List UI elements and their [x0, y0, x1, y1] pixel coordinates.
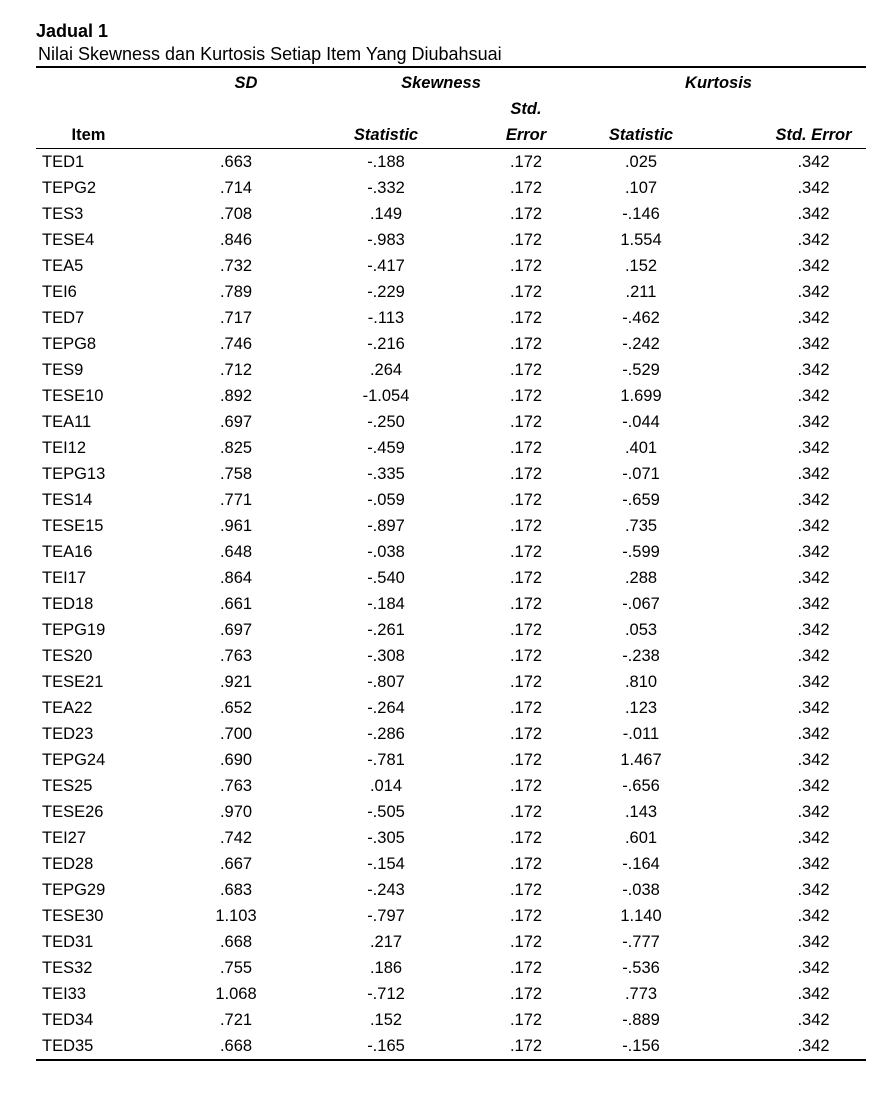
kurtosis-statistic-cell: .143 [624, 803, 658, 821]
header-kurtosis-statistic: Statistic [571, 122, 701, 149]
kurtosis-std-error-cell: .342 [797, 231, 830, 249]
item-cell: TES3 [42, 205, 84, 223]
item-cell: TES9 [42, 361, 84, 379]
table-row [36, 825, 866, 851]
skewness-statistic-cell: .149 [369, 205, 403, 223]
kurtosis-std-error-cell: .342 [797, 465, 830, 483]
skewness-statistic-cell: -.983 [367, 231, 405, 249]
sd-cell: .714 [219, 179, 253, 197]
skewness-statistic-cell: -.286 [367, 725, 405, 743]
skewness-statistic-cell: -.505 [367, 803, 405, 821]
header-kurtosis: Kurtosis [571, 67, 866, 96]
skewness-statistic-cell: -.154 [367, 855, 405, 873]
skewness-statistic-cell: -.540 [367, 569, 405, 587]
table-row [36, 513, 866, 539]
skewness-statistic-cell: -.113 [367, 309, 405, 327]
item-cell: TEPG13 [42, 465, 106, 483]
table-row [36, 669, 866, 695]
skewness-statistic-cell: -.305 [367, 829, 405, 847]
sd-cell: .690 [219, 751, 253, 769]
sd-cell: .721 [219, 1011, 253, 1029]
item-cell: TED7 [42, 309, 85, 327]
kurtosis-std-error-cell: .342 [797, 777, 830, 795]
skewness-std-error-cell: .172 [509, 179, 543, 197]
table-row [36, 383, 866, 409]
kurtosis-statistic-cell: .601 [624, 829, 658, 847]
table-row [36, 1007, 866, 1033]
kurtosis-statistic-cell: -.777 [622, 933, 660, 951]
skewness-std-error-cell: .172 [509, 881, 543, 899]
table-row [36, 903, 866, 929]
skewness-std-error-cell: .172 [509, 673, 543, 691]
sd-cell: .763 [219, 777, 253, 795]
skewness-statistic-cell: -.059 [367, 491, 405, 509]
skewness-std-error-cell: .172 [509, 517, 543, 535]
kurtosis-statistic-cell: .025 [624, 153, 658, 171]
kurtosis-std-error-cell: .342 [797, 205, 830, 223]
skewness-std-error-cell: .172 [509, 959, 543, 977]
kurtosis-statistic-cell: -.462 [622, 309, 660, 327]
header-kurtosis-std-error: Std. Error [701, 122, 866, 149]
sd-cell: .652 [219, 699, 253, 717]
kurtosis-statistic-cell: -.536 [622, 959, 660, 977]
skewness-std-error-cell: .172 [509, 595, 543, 613]
kurtosis-statistic-cell: .211 [625, 283, 657, 301]
table-row [36, 643, 866, 669]
sd-cell: 1.103 [215, 907, 257, 925]
skewness-std-error-cell: .172 [509, 569, 543, 587]
table-row [36, 799, 866, 825]
skewness-statistic-cell: -.335 [367, 465, 405, 483]
table-row [36, 695, 866, 721]
skewness-statistic-cell: -.781 [367, 751, 405, 769]
table-row [36, 981, 866, 1007]
item-cell: TEPG24 [42, 751, 106, 769]
table-row [36, 747, 866, 773]
table-row [36, 331, 866, 357]
skewness-std-error-cell: .172 [509, 907, 543, 925]
sd-cell: .717 [219, 309, 253, 327]
skewness-statistic-cell: -.250 [367, 413, 405, 431]
sd-cell: .697 [219, 621, 253, 639]
sd-cell: .771 [219, 491, 253, 509]
sd-cell: .846 [219, 231, 253, 249]
skewness-std-error-cell: .172 [509, 621, 543, 639]
table-row [36, 721, 866, 747]
sd-cell: .648 [219, 543, 253, 561]
header-sd: SD [141, 67, 271, 96]
sd-cell: .708 [219, 205, 253, 223]
table-row [36, 773, 866, 799]
kurtosis-std-error-cell: .342 [797, 153, 830, 171]
skewness-statistic-cell: -.184 [367, 595, 405, 613]
kurtosis-statistic-cell: -.659 [622, 491, 660, 509]
sd-cell: .921 [219, 673, 253, 691]
kurtosis-statistic-cell: -.071 [622, 465, 660, 483]
table-title: Jadual 1 [36, 21, 109, 41]
kurtosis-std-error-cell: .342 [797, 543, 830, 561]
table-header [36, 67, 866, 149]
kurtosis-statistic-cell: .735 [624, 517, 658, 535]
table-row [36, 539, 866, 565]
kurtosis-std-error-cell: .342 [797, 283, 830, 301]
table-row [36, 149, 866, 176]
kurtosis-std-error-cell: .342 [797, 647, 830, 665]
skewness-statistic-cell: -.897 [367, 517, 405, 535]
table-row [36, 1033, 866, 1060]
table-row [36, 305, 866, 331]
header-skewness-statistic: Statistic [271, 122, 461, 149]
table-row [36, 357, 866, 383]
kurtosis-statistic-cell: -.599 [622, 543, 660, 561]
document [36, 20, 866, 1061]
table-row [36, 487, 866, 513]
kurtosis-std-error-cell: .342 [797, 881, 830, 899]
skewness-statistic-cell: -.188 [367, 153, 405, 171]
sd-cell: .892 [219, 387, 253, 405]
item-cell: TED18 [42, 595, 94, 613]
header-skewness: Skewness [271, 67, 571, 96]
skewness-statistic-cell: -.264 [367, 699, 405, 717]
kurtosis-statistic-cell: -.238 [622, 647, 660, 665]
item-cell: TEPG8 [42, 335, 97, 353]
kurtosis-std-error-cell: .342 [797, 725, 830, 743]
sd-cell: .697 [219, 413, 253, 431]
kurtosis-std-error-cell: .342 [797, 673, 830, 691]
sd-cell: .746 [219, 335, 253, 353]
table-row [36, 279, 866, 305]
skewness-std-error-cell: .172 [509, 985, 543, 1003]
skewness-std-error-cell: .172 [509, 231, 543, 249]
table-row [36, 253, 866, 279]
item-cell: TEPG2 [42, 179, 97, 197]
kurtosis-std-error-cell: .342 [797, 803, 830, 821]
table-row [36, 955, 866, 981]
kurtosis-statistic-cell: -.156 [571, 1033, 701, 1060]
kurtosis-statistic-cell: .773 [624, 985, 658, 1003]
kurtosis-statistic-cell: -.529 [622, 361, 660, 379]
kurtosis-statistic-cell: .123 [624, 699, 658, 717]
skewness-std-error-cell: .172 [509, 855, 543, 873]
item-cell: TEPG19 [42, 621, 106, 639]
kurtosis-statistic-cell: .288 [624, 569, 658, 587]
table-row [36, 175, 866, 201]
kurtosis-std-error-cell: .342 [797, 751, 830, 769]
kurtosis-statistic-cell: -.044 [622, 413, 660, 431]
item-cell: TEI17 [42, 569, 87, 587]
skewness-statistic-cell: -.459 [367, 439, 405, 457]
sd-cell: .789 [219, 283, 253, 301]
skewness-std-error-cell: .172 [509, 777, 543, 795]
kurtosis-statistic-cell: -.164 [622, 855, 660, 873]
skewness-std-error-cell: .172 [509, 647, 543, 665]
skewness-std-error-cell: .172 [509, 829, 543, 847]
skewness-statistic-cell: -.332 [367, 179, 405, 197]
skewness-std-error-cell: .172 [509, 283, 543, 301]
kurtosis-std-error-cell: .342 [797, 361, 830, 379]
skewness-std-error-cell: .172 [509, 413, 543, 431]
skewness-statistic-cell: -.807 [367, 673, 405, 691]
skewness-std-error-cell: .172 [509, 491, 543, 509]
sd-cell: .663 [219, 153, 253, 171]
item-cell: TEPG29 [42, 881, 106, 899]
skewness-std-error-cell: .172 [509, 699, 543, 717]
skewness-std-error-cell: .172 [461, 1033, 571, 1060]
skewness-statistic-cell: .186 [369, 959, 403, 977]
kurtosis-statistic-cell: -.656 [622, 777, 660, 795]
skewness-statistic-cell: .014 [369, 777, 403, 795]
sd-cell: .668 [219, 933, 253, 951]
kurtosis-statistic-cell: -.146 [622, 205, 660, 223]
sd-cell: .758 [219, 465, 253, 483]
kurtosis-std-error-cell: .342 [797, 907, 830, 925]
sd-cell: .732 [219, 257, 253, 275]
sd-cell: .683 [219, 881, 253, 899]
skewness-std-error-cell: .172 [509, 257, 543, 275]
kurtosis-std-error-cell: .342 [797, 439, 830, 457]
skewness-statistic-cell: -.712 [367, 985, 405, 1003]
skewness-statistic-cell: -.229 [367, 283, 405, 301]
item-cell: TESE30 [42, 907, 104, 925]
skewness-statistic-cell: .264 [369, 361, 403, 379]
skewness-std-error-cell: .172 [509, 153, 543, 171]
kurtosis-std-error-cell: .342 [797, 179, 830, 197]
item-cell: TESE10 [42, 387, 104, 405]
table-row [36, 591, 866, 617]
kurtosis-statistic-cell: -.038 [622, 881, 660, 899]
header-skewness-error: Error [461, 122, 571, 149]
kurtosis-statistic-cell: -.889 [622, 1011, 660, 1029]
kurtosis-std-error-cell: .342 [797, 933, 830, 951]
item-cell: TEA22 [42, 699, 93, 717]
sd-cell: .763 [219, 647, 253, 665]
sd-cell: .825 [219, 439, 253, 457]
kurtosis-std-error-cell: .342 [797, 309, 830, 327]
table-row [36, 227, 866, 253]
item-cell: TEA11 [42, 413, 92, 431]
item-cell: TES20 [42, 647, 93, 665]
item-cell: TED23 [42, 725, 94, 743]
skewness-std-error-cell: .172 [509, 439, 543, 457]
skewness-std-error-cell: .172 [509, 751, 543, 769]
sd-cell: 1.068 [215, 985, 257, 1003]
kurtosis-std-error-cell: .342 [797, 985, 830, 1003]
table-row [36, 877, 866, 903]
sd-cell: .712 [219, 361, 253, 379]
skewness-statistic-cell: -.038 [367, 543, 405, 561]
kurtosis-statistic-cell: .107 [624, 179, 658, 197]
item-cell: TES25 [42, 777, 93, 795]
skewness-std-error-cell: .172 [509, 933, 543, 951]
skewness-statistic-cell: -.261 [367, 621, 405, 639]
kurtosis-std-error-cell: .342 [797, 257, 830, 275]
skewness-std-error-cell: .172 [509, 387, 543, 405]
kurtosis-std-error-cell: .342 [797, 855, 830, 873]
header-std-dot: Std. [510, 100, 542, 118]
table-row [36, 409, 866, 435]
item-cell: TEI12 [42, 439, 87, 457]
item-cell: TEA16 [42, 543, 93, 561]
table-body [36, 149, 866, 1061]
sd-cell: .700 [219, 725, 253, 743]
kurtosis-statistic-cell: .401 [624, 439, 658, 457]
sd-cell: .661 [219, 595, 253, 613]
table-row [36, 565, 866, 591]
skewness-statistic-cell: .152 [369, 1011, 403, 1029]
kurtosis-statistic-cell: 1.140 [620, 907, 662, 925]
kurtosis-std-error-cell: .342 [797, 829, 830, 847]
item-cell: TEI33 [42, 985, 87, 1003]
sd-cell: .755 [219, 959, 253, 977]
skewness-std-error-cell: .172 [509, 335, 543, 353]
skewness-statistic-cell: -.216 [367, 335, 405, 353]
kurtosis-std-error-cell: .342 [797, 621, 830, 639]
skewness-statistic-cell: -.308 [367, 647, 405, 665]
sd-cell: .742 [219, 829, 253, 847]
header-item: Item [36, 122, 141, 149]
skewness-std-error-cell: .172 [509, 361, 543, 379]
kurtosis-statistic-cell: 1.467 [620, 751, 662, 769]
kurtosis-statistic-cell: -.011 [622, 725, 660, 743]
kurtosis-std-error-cell: .342 [701, 1033, 866, 1060]
kurtosis-statistic-cell: .810 [624, 673, 658, 691]
skewness-std-error-cell: .172 [509, 465, 543, 483]
table-row [36, 617, 866, 643]
skewness-std-error-cell: .172 [509, 309, 543, 327]
kurtosis-std-error-cell: .342 [797, 959, 830, 977]
kurtosis-statistic-cell: 1.554 [620, 231, 662, 249]
skewness-statistic-cell: -.797 [367, 907, 405, 925]
kurtosis-statistic-cell: -.242 [622, 335, 660, 353]
skewness-std-error-cell: .172 [509, 205, 543, 223]
skewness-statistic-cell: -.243 [367, 881, 405, 899]
item-cell: TED31 [42, 933, 94, 951]
skewness-std-error-cell: .172 [509, 1011, 543, 1029]
item-cell: TED1 [42, 153, 85, 171]
kurtosis-std-error-cell: .342 [797, 1011, 830, 1029]
item-cell: TES14 [42, 491, 93, 509]
table-row [36, 201, 866, 227]
item-cell: TEI6 [42, 283, 77, 301]
skewness-statistic-cell: .217 [369, 933, 403, 951]
item-cell: TESE15 [42, 517, 104, 535]
item-cell: TES32 [42, 959, 93, 977]
item-cell: TESE4 [42, 231, 95, 249]
skewness-std-error-cell: .172 [509, 543, 543, 561]
statistics-table [36, 66, 866, 1061]
skewness-statistic-cell: -.165 [271, 1033, 461, 1060]
kurtosis-std-error-cell: .342 [797, 595, 830, 613]
kurtosis-std-error-cell: .342 [797, 569, 830, 587]
item-cell: TEI27 [42, 829, 87, 847]
skewness-std-error-cell: .172 [509, 725, 543, 743]
kurtosis-statistic-cell: -.067 [622, 595, 660, 613]
kurtosis-statistic-cell: 1.699 [620, 387, 662, 405]
kurtosis-std-error-cell: .342 [797, 699, 830, 717]
kurtosis-std-error-cell: .342 [797, 517, 830, 535]
kurtosis-std-error-cell: .342 [797, 335, 830, 353]
item-cell: TED34 [42, 1011, 94, 1029]
kurtosis-std-error-cell: .342 [797, 413, 830, 431]
table-row [36, 461, 866, 487]
kurtosis-std-error-cell: .342 [797, 387, 830, 405]
kurtosis-statistic-cell: .152 [624, 257, 658, 275]
sd-cell: .667 [219, 855, 253, 873]
table-row [36, 851, 866, 877]
kurtosis-std-error-cell: .342 [797, 491, 830, 509]
item-cell: TED35 [36, 1033, 141, 1060]
skewness-std-error-cell: .172 [509, 803, 543, 821]
sd-cell: .668 [141, 1033, 271, 1060]
table-row [36, 435, 866, 461]
item-cell: TED28 [42, 855, 94, 873]
table-caption: Nilai Skewness dan Kurtosis Setiap Item Yang Diubahsuai [38, 44, 502, 64]
kurtosis-statistic-cell: .053 [624, 621, 658, 639]
skewness-statistic-cell: -.417 [367, 257, 405, 275]
item-cell: TESE21 [42, 673, 104, 691]
skewness-statistic-cell: -1.054 [362, 387, 410, 405]
sd-cell: .970 [219, 803, 253, 821]
item-cell: TEA5 [42, 257, 84, 275]
sd-cell: .961 [219, 517, 253, 535]
item-cell: TESE26 [42, 803, 104, 821]
sd-cell: .864 [219, 569, 253, 587]
table-row [36, 929, 866, 955]
